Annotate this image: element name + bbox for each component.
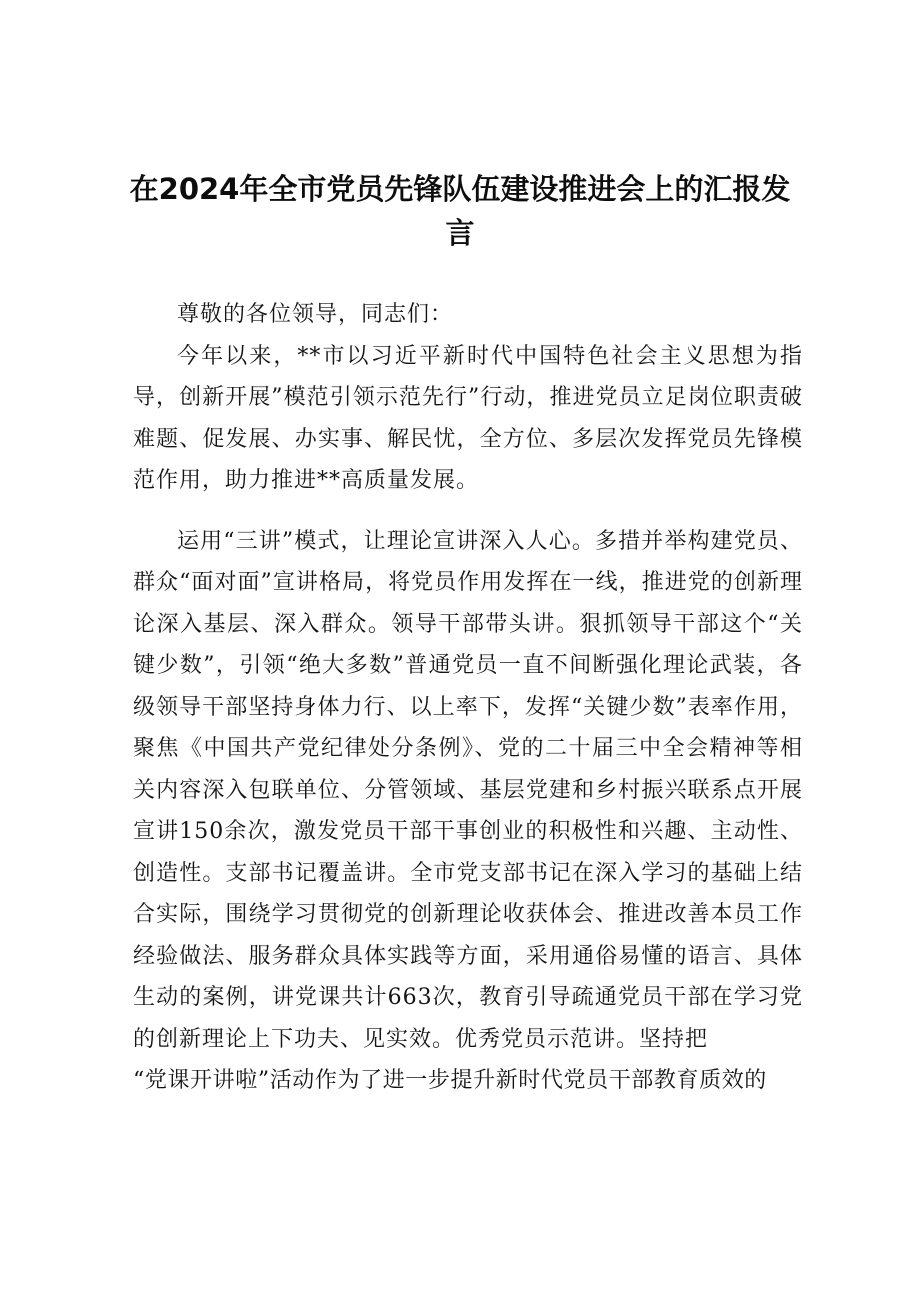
document-body [133, 294, 803, 1102]
body-paragraph-three-talks: 运用“三讲”模式，让理论宣讲深入人心。多措并举构建党员、群众“面对面”宣讲格局，将党员作用发挥在一线，推进党的创新理论深入基层、深入群众。领导干部带头讲。狠抓领导干部这个“关键少数”，引领“绝大多数”普通党员一直不间断强化理论武装，各级领导干部坚持身体力行、以上率下，发挥“关键少数”表率作用，聚焦《中国共产党纪律处分条例》、党的二十届三中全会精神等相关内容深入包联单位、分管领域、基层党建和乡村振兴联系点开展宣讲150余次，激发党员干部干事创业的积极性和兴趣、主动性、创造性。支部书记覆盖讲。全市党支部书记在深入学习的基础上结合实际，围绕学习贯彻党的创新理论收获体会、推进改善本员工作经验做法、服务群众具体实践等方面，采用通俗易懂的语言、具体生动的案例，讲党课共计663次，教育引导疏通党员干部在学习党的创新理论上下功夫、见实效。优秀党员示范讲。坚持把 [133, 528, 803, 1052]
document-title: 在2024年全市党员先锋队伍建设推进会上的汇报发言 [129, 172, 791, 250]
greeting-paragraph: 尊敬的各位领导，同志们： [177, 302, 454, 327]
body-paragraph-continuation: “党课开讲啦”活动作为了进一步提升新时代党员干部教育质效的 [133, 1068, 767, 1093]
body-paragraph-intro: 今年以来，**市以习近平新时代中国特色社会主义思想为指导，创新开展”模范引领示范先行”行动，推进党员立足岗位职责破难题、促发展、办实事、解民忧，全方位、多层次发挥党员先锋模范作用，助力推进**高质量发展。 [133, 343, 803, 493]
